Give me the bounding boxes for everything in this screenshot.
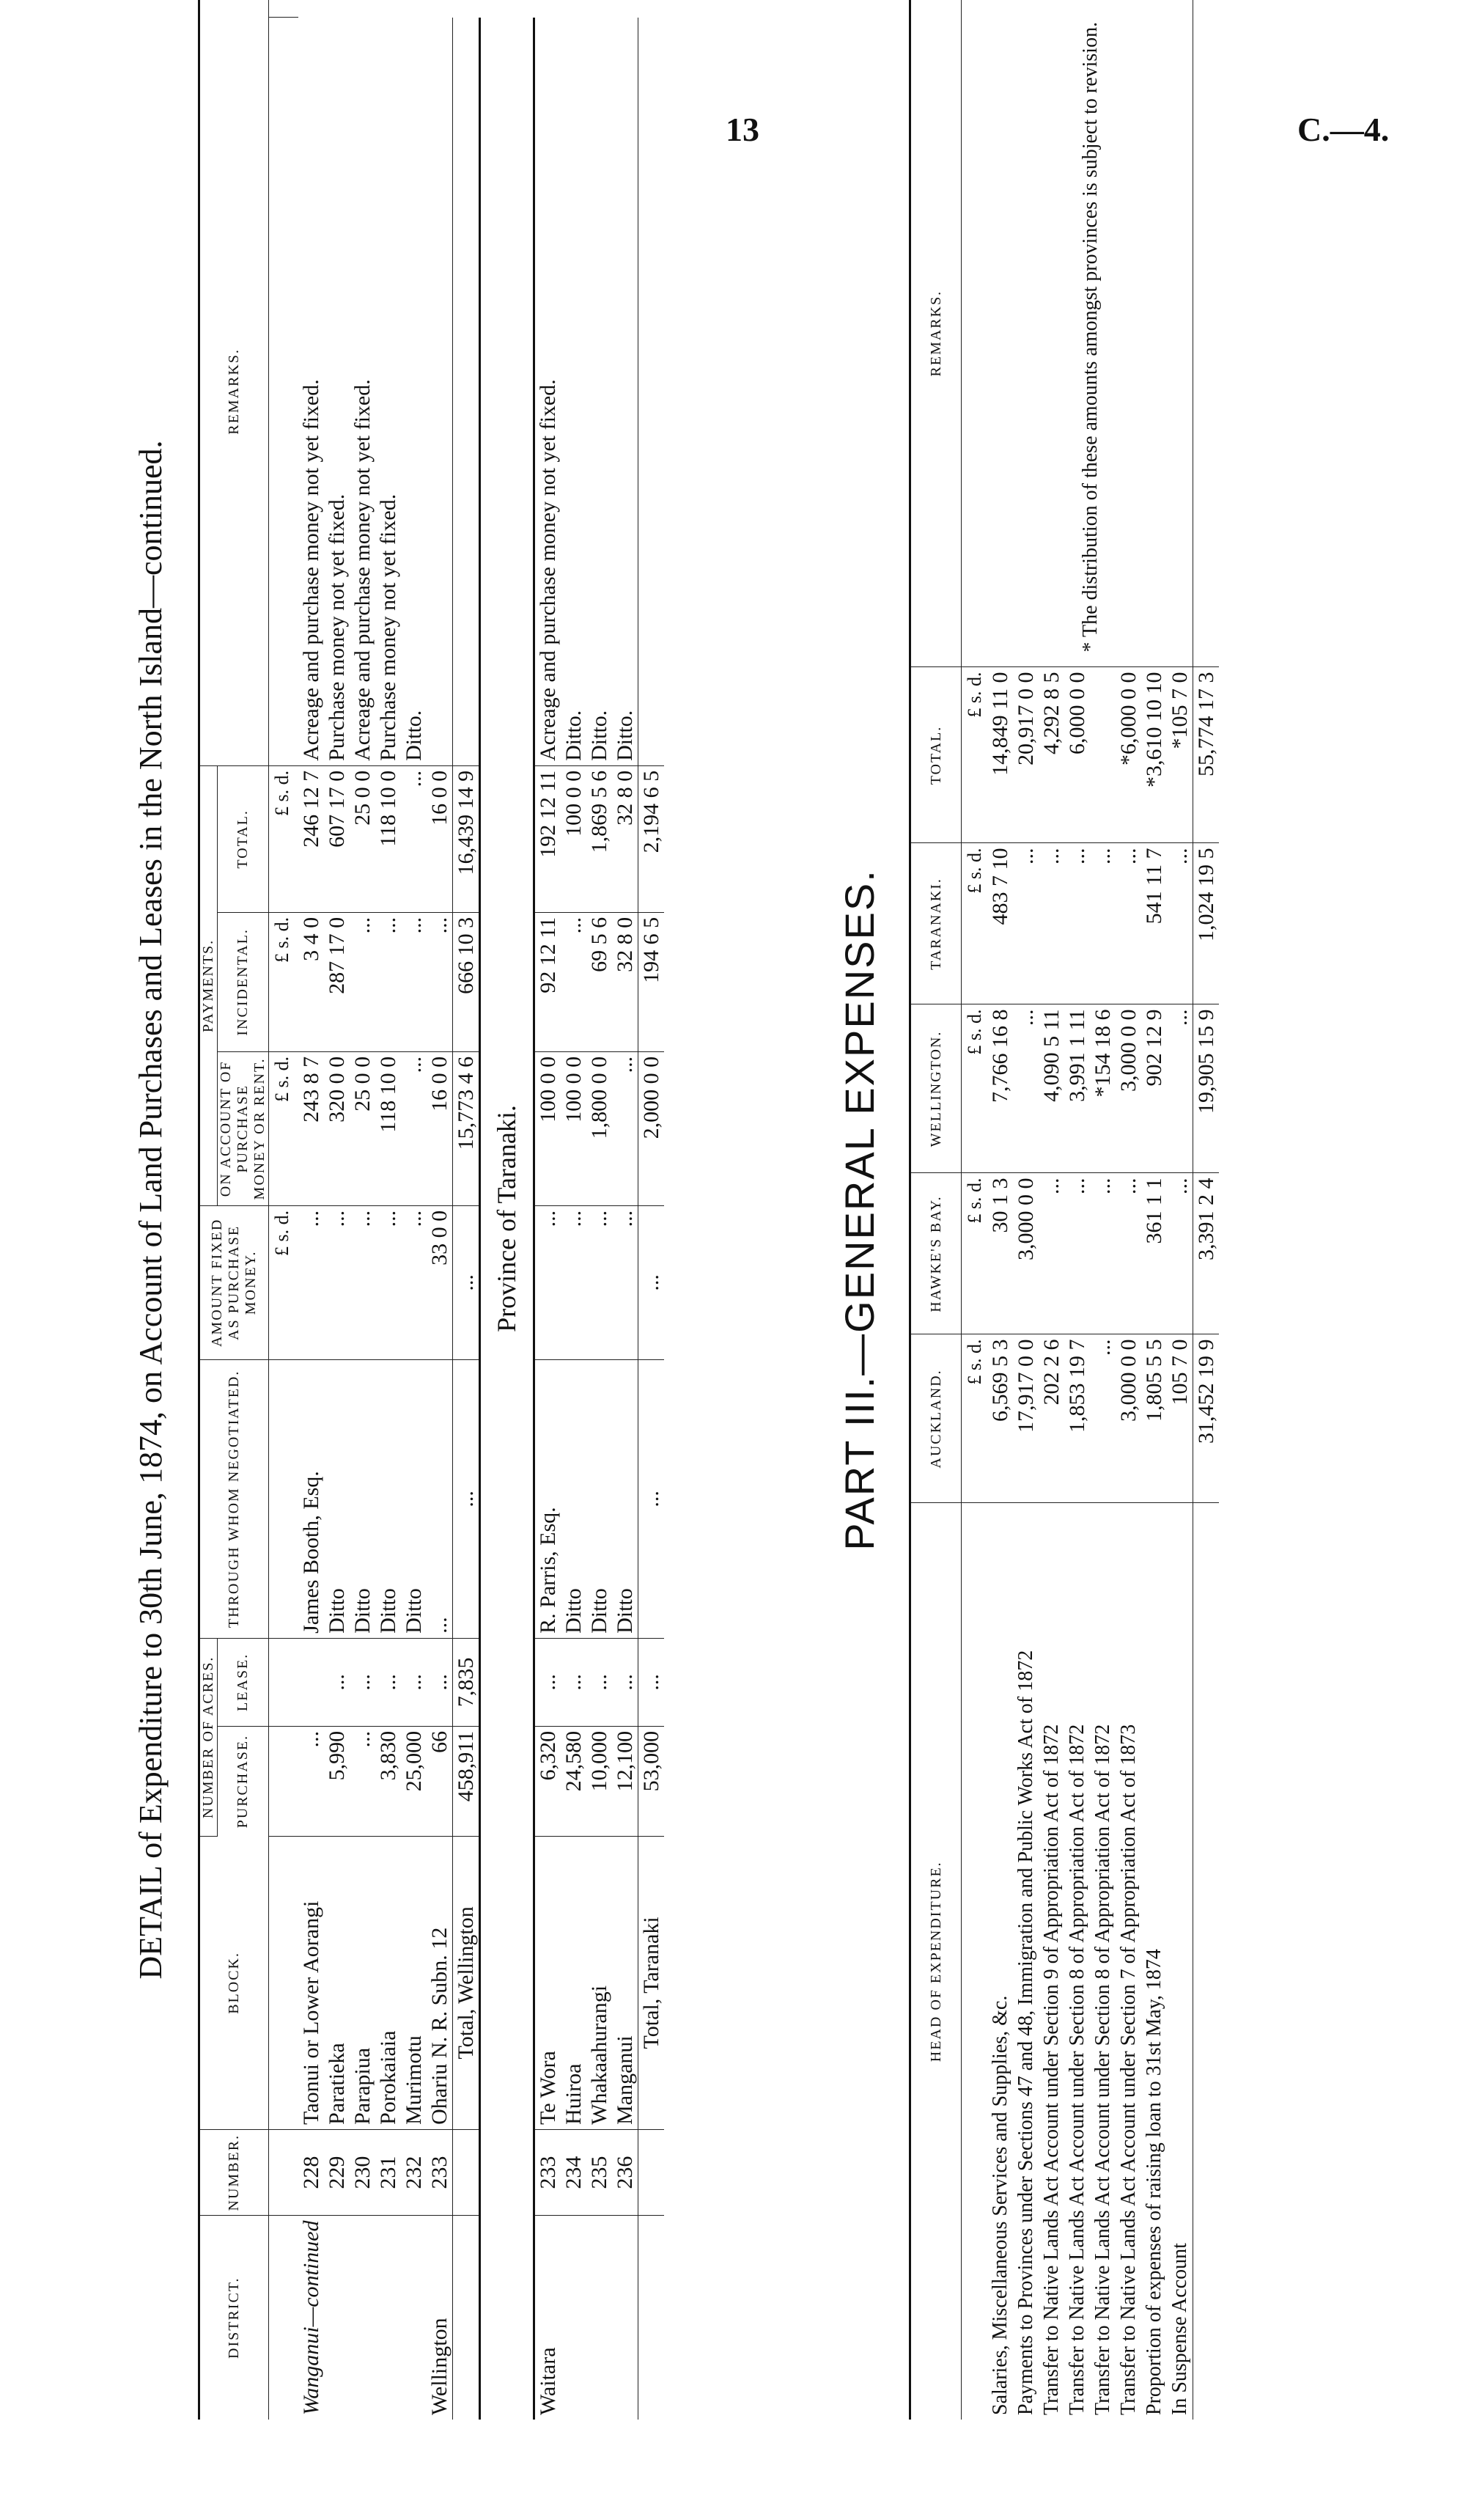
on-account-cell: 16 0 0 [427, 1051, 453, 1205]
total-through-cell: ... [452, 1359, 479, 1638]
auckland-cell: 1,805 5 5 [1141, 1334, 1167, 1503]
remarks-cell: Acreage and purchase money not yet fixed. [534, 18, 561, 765]
taranaki-cell: ... [1064, 843, 1090, 1004]
amount-fixed-cell: 33 0 0 [427, 1205, 453, 1359]
amount-fixed-cell: ... [375, 1205, 401, 1359]
on-account-cell: 1,800 0 0 [586, 1051, 612, 1205]
head-of-expenditure-cell: Payments to Provinces under Sections 47 and 48, Immigration and Public Works Act of 1872 [1014, 1650, 1037, 2415]
hawkes-bay-cell: 361 1 1 [1141, 1173, 1167, 1334]
province-heading: Province of Taranaki. [479, 18, 534, 2420]
total-on-account-cell: 2,000 0 0 [638, 1051, 664, 1205]
wellington-cell: ... [1013, 1004, 1039, 1173]
remarks-cell: Ditto. [401, 18, 427, 765]
district-cell [561, 2216, 586, 2420]
taranaki-cell: 541 11 7 [1141, 843, 1167, 1004]
head-of-expenditure-cell: Transfer to Native Lands Act Account under Section 9 of Appropriation Act of 1872 [1040, 1724, 1063, 2415]
remarks-cell: Purchase money not yet fixed. [324, 18, 350, 765]
district-cell [324, 2216, 350, 2420]
hawkes-bay-cell: ... [1116, 1173, 1141, 1334]
incidental-cell: ... [401, 912, 427, 1051]
payment-total-cell: 100 0 0 [561, 765, 586, 912]
amount-fixed-cell: ... [324, 1205, 350, 1359]
purchase-acres-cell: ... [298, 1726, 324, 1836]
lease-acres-cell: ... [324, 1638, 350, 1726]
spacer-cell [638, 18, 664, 765]
purchase-acres-cell: 5,990 [324, 1726, 350, 1836]
grand-total-cell: 55,774 17 3 [1193, 667, 1220, 843]
incidental-cell: ... [350, 912, 375, 1051]
payment-total-cell: 192 12 11 [534, 765, 561, 912]
expense-total-cell: 4,292 8 5 [1039, 667, 1064, 843]
block-cell: Whakaahurangi [586, 1836, 612, 2129]
header-number-of-acres: NUMBER OF ACRES. [199, 1638, 218, 1836]
through-whom-cell: Ditto [375, 1359, 401, 1638]
remarks-cell: Acreage and purchase money not yet fixed. [350, 18, 375, 765]
expense-total-cell [1090, 667, 1116, 843]
amount-fixed-cell: ... [612, 1205, 638, 1359]
header-remarks: REMARKS. [199, 18, 269, 765]
through-whom-cell: R. Parris, Esq. [534, 1359, 561, 1638]
block-cell: Parapiua [350, 1836, 375, 2129]
auckland-cell: 6,569 5 3 [987, 1334, 1013, 1503]
block-cell: Huiroa [561, 1836, 586, 2129]
hawkes-bay-cell: ... [1064, 1173, 1090, 1334]
total-incidental-cell: 194 6 5 [638, 912, 664, 1051]
lease-acres-cell: ... [350, 1638, 375, 1726]
table-row [324, 0, 350, 2420]
through-whom-cell: Ditto [350, 1359, 375, 1638]
spacer-cell [1193, 1503, 1220, 2420]
header-incidental: INCIDENTAL. [218, 912, 269, 1051]
currency-header: £ s. d. [962, 843, 988, 1004]
header-amount-fixed: AMOUNT FIXED AS PURCHASE MONEY. [199, 1205, 269, 1359]
taranaki-cell: ... [1116, 843, 1141, 1004]
lease-acres-cell: ... [612, 1638, 638, 1726]
remarks-cell [427, 18, 453, 765]
expense-total-cell: *6,000 0 0 [1116, 667, 1141, 843]
through-whom-cell: James Booth, Esq. [298, 1359, 324, 1638]
table-row [612, 0, 638, 2420]
total-purchase-cell: 53,000 [638, 1726, 664, 1836]
table-row [401, 0, 427, 2420]
payment-total-cell: 118 10 0 [375, 765, 401, 912]
spacer-cell [452, 2216, 479, 2420]
spacer-cell [269, 1359, 298, 1638]
header-on-account: ON ACCOUNT OF PURCHASE MONEY OR RENT. [218, 1051, 269, 1205]
expense-total-cell: 6,000 0 0 [1064, 667, 1090, 843]
header-auckland: AUCKLAND. [910, 1334, 962, 1503]
header-purchase: PURCHASE. [218, 1726, 269, 1836]
wellington-cell: 4,090 5 11 [1039, 1004, 1064, 1173]
taranaki-cell: ... [1039, 843, 1064, 1004]
spacer-cell [452, 18, 479, 765]
number-cell: 231 [375, 2129, 401, 2216]
total-fixed-cell: ... [638, 1205, 664, 1359]
total-taranaki-cell: 1,024 19 5 [1193, 843, 1220, 1004]
header-total: TOTAL. [218, 765, 269, 912]
incidental-cell: ... [427, 912, 453, 1051]
block-cell: Porokaiaia [375, 1836, 401, 2129]
spacer-cell [269, 0, 298, 18]
block-cell: Te Wora [534, 1836, 561, 2129]
district-cell: Wellington [427, 2318, 452, 2415]
wellington-total-row [452, 0, 479, 2420]
spacer-cell [638, 2216, 664, 2420]
taranaki-cell: ... [1167, 843, 1193, 1004]
currency-header: £ s. d. [962, 667, 988, 843]
taranaki-cell: ... [1013, 843, 1039, 1004]
number-cell: 228 [298, 2129, 324, 2216]
general-expenses-table [909, 0, 1219, 2420]
purchase-acres-cell: 66 [427, 1726, 453, 1836]
table-row [350, 0, 375, 2420]
auckland-cell: 202 2 6 [1039, 1334, 1064, 1503]
on-account-cell: 118 10 0 [375, 1051, 401, 1205]
incidental-cell: 32 8 0 [612, 912, 638, 1051]
amount-fixed-cell: ... [534, 1205, 561, 1359]
block-cell: Ohariu N. R. Subn. 12 [427, 1836, 453, 2129]
on-account-cell: 25 0 0 [350, 1051, 375, 1205]
spacer-cell [638, 2129, 664, 2216]
amount-fixed-cell: ... [561, 1205, 586, 1359]
wellington-cell: 902 12 9 [1141, 1004, 1167, 1173]
purchase-acres-cell: 6,320 [534, 1726, 561, 1836]
incidental-cell: 3 4 0 [298, 912, 324, 1051]
currency-header: £ s. d. [269, 765, 298, 912]
district-cell [375, 2216, 401, 2420]
auckland-cell: 3,000 0 0 [1116, 1334, 1141, 1503]
lease-acres-cell: ... [427, 1638, 453, 1726]
currency-header: £ s. d. [962, 1173, 988, 1334]
header-head-of-expenditure: HEAD OF EXPENDITURE. [910, 1503, 962, 2420]
total-hawkes-bay-cell: 3,391 2 4 [1193, 1173, 1220, 1334]
header-taranaki: TARANAKI. [910, 843, 962, 1004]
purchase-acres-cell: 25,000 [401, 1726, 427, 1836]
number-cell: 236 [612, 2129, 638, 2216]
amount-fixed-cell: ... [401, 1205, 427, 1359]
block-cell: Paratieka [324, 1836, 350, 2129]
expenses-total-row [1193, 0, 1220, 2420]
spacer-cell [269, 1638, 298, 1726]
wellington-cell: 3,000 0 0 [1116, 1004, 1141, 1173]
table-row [298, 0, 324, 2420]
remarks-cell: Ditto. [561, 18, 586, 765]
total-through-cell: ... [638, 1359, 664, 1638]
table-row [427, 0, 453, 2420]
total-label-cell: Total, Wellington [452, 1836, 479, 2129]
on-account-cell: 100 0 0 [561, 1051, 586, 1205]
spacer-cell [269, 2216, 298, 2420]
number-cell: 230 [350, 2129, 375, 2216]
amount-fixed-cell: ... [586, 1205, 612, 1359]
rotated-page-content [117, 0, 1363, 2420]
on-account-cell: ... [612, 1051, 638, 1205]
through-whom-cell: Ditto [612, 1359, 638, 1638]
hawkes-bay-cell: ... [1039, 1173, 1064, 1334]
number-cell: 233 [534, 2129, 561, 2216]
incidental-cell: 92 12 11 [534, 912, 561, 1051]
table-row [375, 0, 401, 2420]
spacer-cell [962, 1503, 988, 2420]
purchase-acres-cell: 3,830 [375, 1726, 401, 1836]
table-row [586, 0, 612, 2420]
auckland-cell: 17,917 0 0 [1013, 1334, 1039, 1503]
header-wellington: WELLINGTON. [910, 1004, 962, 1173]
spacer-cell [1193, 0, 1220, 667]
head-of-expenditure-cell: In Suspense Account [1168, 2243, 1191, 2415]
table-row [987, 0, 1013, 2420]
land-purchase-table [198, 0, 664, 2420]
table-row [561, 0, 586, 2420]
amount-fixed-cell: ... [350, 1205, 375, 1359]
incidental-cell: ... [375, 912, 401, 1051]
page-title: DETAIL of Expenditure to 30th June, 1874, on Account of Land Purchases and Leases in the North Island—continued. [133, 440, 169, 1980]
lease-acres-cell: ... [375, 1638, 401, 1726]
head-of-expenditure-cell: Salaries, Miscellaneous Services and Supplies, &c. [989, 1995, 1011, 2415]
through-whom-cell: Ditto [401, 1359, 427, 1638]
expense-total-cell: 14,849 11 0 [987, 667, 1013, 843]
payment-total-cell: 1,869 5 6 [586, 765, 612, 912]
header-payments: PAYMENTS. [199, 765, 218, 1205]
hawkes-bay-cell: ... [1167, 1173, 1193, 1334]
district-cell: Wanganui—continued [298, 2220, 323, 2415]
through-whom-cell: ... [427, 1359, 453, 1638]
hawkes-bay-cell: ... [1090, 1173, 1116, 1334]
wellington-cell: *154 18 6 [1090, 1004, 1116, 1173]
block-cell: Manganui [612, 1836, 638, 2129]
spacer-cell [269, 2129, 298, 2216]
incidental-cell: ... [561, 912, 586, 1051]
taranaki-cell: 483 7 10 [987, 843, 1013, 1004]
hawkes-bay-cell: 3,000 0 0 [1013, 1173, 1039, 1334]
purchase-acres-cell: ... [350, 1726, 375, 1836]
lease-acres-cell: ... [534, 1638, 561, 1726]
auckland-cell: 1,853 19 7 [1064, 1334, 1090, 1503]
total-incidental-cell: 666 10 3 [452, 912, 479, 1051]
taranaki-cell: ... [1090, 843, 1116, 1004]
total-wellington-cell: 19,905 15 9 [1193, 1004, 1220, 1173]
part-title: PART III.—GENERAL EXPENSES. [836, 869, 882, 1551]
spacer-cell [269, 1726, 298, 1836]
through-whom-cell: Ditto [324, 1359, 350, 1638]
spacer-cell [962, 0, 988, 667]
block-cell: Taonui or Lower Aorangi [298, 1836, 324, 2129]
expense-total-cell: *105 7 0 [1167, 667, 1193, 843]
number-cell: 229 [324, 2129, 350, 2216]
purchase-acres-cell: 24,580 [561, 1726, 586, 1836]
expense-total-cell: *3,610 10 10 [1141, 667, 1167, 843]
remarks-cell: Ditto. [586, 18, 612, 765]
head-of-expenditure-cell: Transfer to Native Lands Act Account under Section 7 of Appropriation Act of 1873 [1117, 1724, 1140, 2415]
payment-total-cell: ... [401, 765, 427, 912]
payment-total-cell: 246 12 7 [298, 765, 324, 912]
currency-header: £ s. d. [962, 1334, 988, 1503]
total-payment-cell: 2,194 6 5 [638, 765, 664, 912]
header-district: DISTRICT. [199, 2216, 269, 2420]
total-lease-cell: 7,835 [452, 1638, 479, 1726]
table-row [534, 0, 561, 2420]
spacer-cell [269, 18, 298, 765]
number-cell: 233 [427, 2129, 453, 2216]
remarks-cell: Ditto. [612, 18, 638, 765]
district-cell [401, 2216, 427, 2420]
total-purchase-cell: 458,911 [452, 1726, 479, 1836]
number-cell: 234 [561, 2129, 586, 2216]
document-reference: C.—4. [1297, 111, 1390, 148]
on-account-cell: ... [401, 1051, 427, 1205]
total-auckland-cell: 31,452 19 9 [1193, 1334, 1220, 1503]
district-cell [586, 2216, 612, 2420]
remarks-cell: Acreage and purchase money not yet fixed. [298, 18, 324, 765]
wellington-cell: 3,991 1 11 [1064, 1004, 1090, 1173]
through-whom-cell: Ditto [561, 1359, 586, 1638]
payment-total-cell: 32 8 0 [612, 765, 638, 912]
total-fixed-cell: ... [452, 1205, 479, 1359]
total-lease-cell: ... [638, 1638, 664, 1726]
page-number: 13 [726, 111, 759, 148]
header-number: NUMBER. [199, 2129, 269, 2216]
total-label-cell: Total, Taranaki [638, 1836, 664, 2129]
incidental-cell: 69 5 6 [586, 912, 612, 1051]
header-lease: LEASE. [218, 1638, 269, 1726]
purchase-acres-cell: 12,100 [612, 1726, 638, 1836]
on-account-cell: 320 0 0 [324, 1051, 350, 1205]
district-cell: Waitara [535, 2347, 560, 2415]
remarks-cell: Purchase money not yet fixed. [375, 18, 401, 765]
lease-acres-cell: ... [401, 1638, 427, 1726]
on-account-cell: 100 0 0 [534, 1051, 561, 1205]
total-payment-cell: 16,439 14 9 [452, 765, 479, 912]
auckland-cell: ... [1090, 1334, 1116, 1503]
head-of-expenditure-cell: Transfer to Native Lands Act Account under Section 8 of Appropriation Act of 1872 [1091, 1724, 1114, 2415]
number-cell: 232 [401, 2129, 427, 2216]
header-through-whom: THROUGH WHOM NEGOTIATED. [199, 1359, 269, 1638]
district-cell [350, 2216, 375, 2420]
payment-total-cell: 607 17 0 [324, 765, 350, 912]
on-account-cell: 243 8 7 [298, 1051, 324, 1205]
purchase-acres-cell: 10,000 [586, 1726, 612, 1836]
expenses-remark-note: * The distribution of these amounts amongst provinces is subject to revision. [987, 0, 1193, 667]
currency-header: £ s. d. [269, 1205, 298, 1359]
number-cell: 235 [586, 2129, 612, 2216]
wellington-cell: 7,766 16 8 [987, 1004, 1013, 1173]
amount-fixed-cell: ... [298, 1205, 324, 1359]
hawkes-bay-cell: 30 1 3 [987, 1173, 1013, 1334]
currency-header: £ s. d. [269, 1051, 298, 1205]
payment-total-cell: 16 0 0 [427, 765, 453, 912]
lease-acres-cell: ... [561, 1638, 586, 1726]
wellington-cell: ... [1167, 1004, 1193, 1173]
header-remarks-expenses: REMARKS. [910, 0, 962, 667]
currency-header: £ s. d. [269, 912, 298, 1051]
district-cell [612, 2216, 638, 2420]
block-cell: Murimotu [401, 1836, 427, 2129]
incidental-cell: 287 17 0 [324, 912, 350, 1051]
payment-total-cell: 25 0 0 [350, 765, 375, 912]
lease-acres-cell [298, 1638, 324, 1726]
taranaki-total-row [638, 0, 664, 2420]
lease-acres-cell: ... [586, 1638, 612, 1726]
head-of-expenditure-cell: Proportion of expenses of raising loan to 31st May, 1874 [1143, 1949, 1165, 2415]
through-whom-cell: Ditto [586, 1359, 612, 1638]
spacer-cell [269, 1836, 298, 2129]
expense-total-cell: 20,917 0 0 [1013, 667, 1039, 843]
total-on-account-cell: 15,773 4 6 [452, 1051, 479, 1205]
spacer-cell [452, 2129, 479, 2216]
head-of-expenditure-cell: Transfer to Native Lands Act Account under Section 8 of Appropriation Act of 1872 [1066, 1724, 1088, 2415]
header-total-expenses: TOTAL. [910, 667, 962, 843]
header-hawkes-bay: HAWKE'S BAY. [910, 1173, 962, 1334]
currency-header: £ s. d. [962, 1004, 988, 1173]
header-block: BLOCK. [199, 1836, 269, 2129]
auckland-cell: 105 7 0 [1167, 1334, 1193, 1503]
